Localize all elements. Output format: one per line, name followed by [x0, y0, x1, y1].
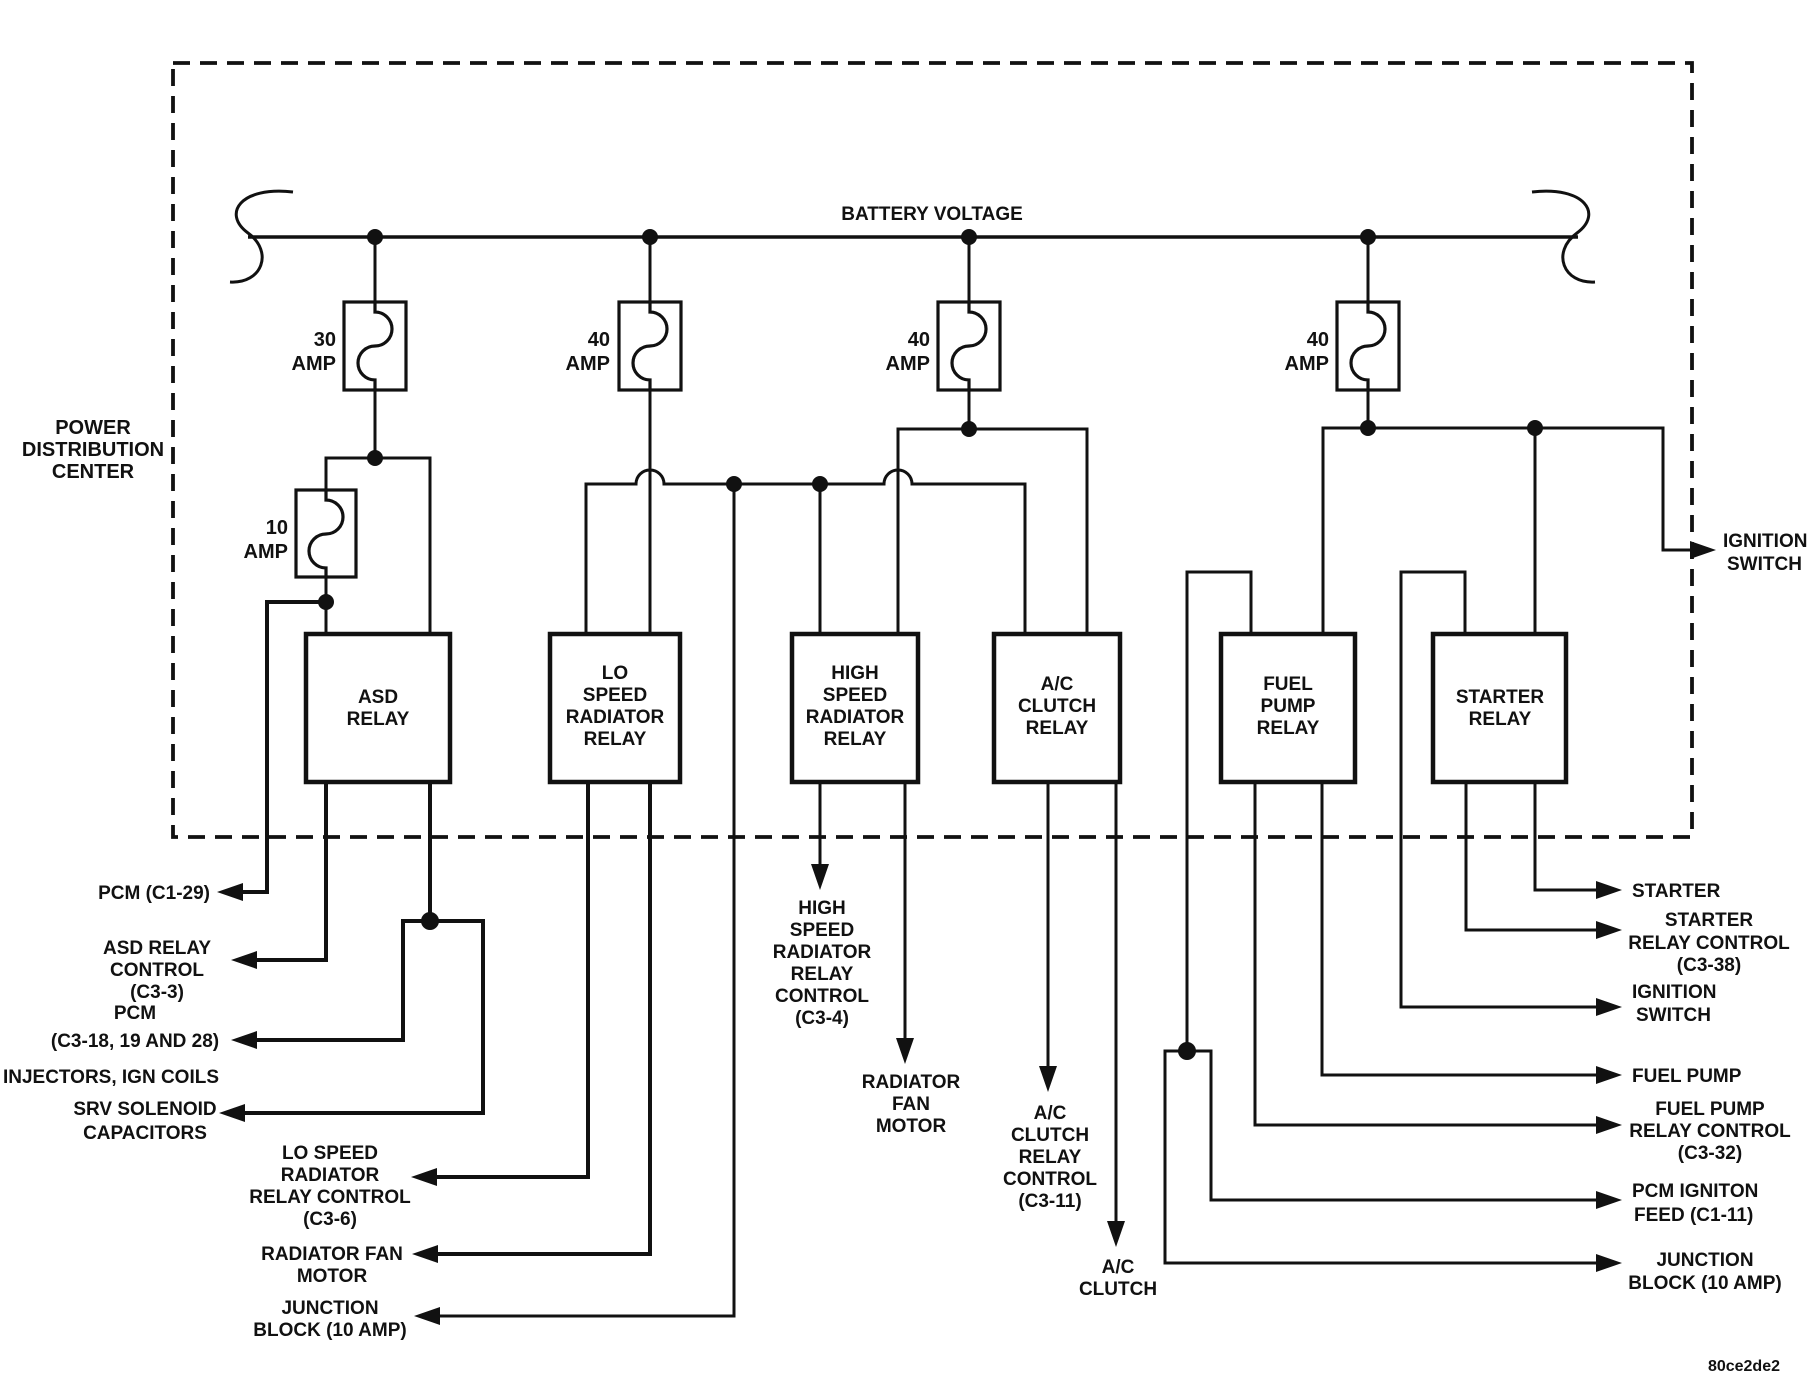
label-lo-speed-control-2: RADIATOR	[280, 1165, 380, 1186]
label-fuel-pump-control-2: RELAY CONTROL	[1629, 1121, 1791, 1142]
label-ac-control-5: (C3-11)	[1018, 1191, 1082, 1212]
pdc-label-line1: POWER	[55, 417, 131, 439]
label-starter-control-2: RELAY CONTROL	[1628, 933, 1790, 954]
label-lo-speed-control-3: RELAY CONTROL	[249, 1187, 411, 1208]
wire-asd-to-relay-control	[245, 782, 326, 960]
junction-dot-bus-1	[367, 229, 383, 245]
wire-to-pcm-c3-18	[245, 921, 430, 1040]
arrow-junction-block-right	[1596, 1254, 1622, 1272]
high-relay-label-2: SPEED	[822, 685, 888, 706]
label-asd-relay-control-1: ASD RELAY	[102, 938, 212, 959]
label-lo-speed-control-4: (C3-6)	[303, 1209, 357, 1230]
lo-relay-label-1: LO	[601, 663, 629, 684]
label-high-speed-control-4: RELAY	[790, 964, 854, 985]
junction-dot-rail428-starter	[1527, 420, 1543, 436]
label-starter-control-1: STARTER	[1664, 910, 1754, 931]
label-fuel-pump-control-1: FUEL PUMP	[1655, 1099, 1765, 1120]
arrow-lo-speed-control	[411, 1168, 437, 1186]
asd-relay-box	[306, 634, 450, 782]
wire-to-starter-relay-control	[1466, 782, 1598, 930]
arrow-fuel-pump	[1596, 1066, 1622, 1084]
high-relay-label-4: RELAY	[823, 729, 887, 750]
label-asd-relay-control-2: CONTROL	[110, 960, 204, 981]
label-fuel-pump-control-3: (C3-32)	[1677, 1143, 1743, 1164]
arrow-ac-clutch-control	[1039, 1066, 1057, 1092]
label-radiator-fan-left-1: RADIATOR FAN	[261, 1244, 403, 1265]
starter-relay-label-1: STARTER	[1455, 687, 1545, 708]
arrow-radiator-fan-left	[412, 1245, 438, 1263]
starter-relay-box	[1433, 634, 1566, 782]
diagram-code: 80ce2de2	[1707, 1358, 1780, 1375]
label-high-speed-control-2: SPEED	[789, 920, 855, 941]
junction-dot-rail483-jb	[726, 476, 742, 492]
arrow-asd-relay-control	[231, 951, 257, 969]
arrow-junction-block-left	[414, 1307, 440, 1325]
label-srv-solenoid-1: SRV SOLENOID	[73, 1099, 217, 1120]
junction-dot-fuse10-out	[318, 594, 334, 610]
starter-relay-label-2: RELAY	[1468, 709, 1532, 730]
fuse-10a-rating: 10	[265, 517, 288, 539]
lo-relay-label-2: SPEED	[582, 685, 648, 706]
ac-relay-label-2: CLUTCH	[1017, 696, 1097, 717]
ac-relay-label-3: RELAY	[1025, 718, 1089, 739]
wire-rail-429	[898, 429, 1087, 634]
label-pcm-ignition-feed-2: FEED (C1-11)	[1634, 1205, 1754, 1226]
label-ac-clutch-2: CLUTCH	[1078, 1279, 1158, 1300]
wire-to-radiator-fan-left	[426, 782, 650, 1254]
label-radiator-fan-mid-1: RADIATOR	[861, 1072, 961, 1093]
label-radiator-fan-mid-3: MOTOR	[875, 1116, 947, 1137]
label-ac-control-1: A/C	[1033, 1103, 1067, 1124]
label-ac-control-2: CLUTCH	[1010, 1125, 1090, 1146]
junction-dot-rail483-high	[812, 476, 828, 492]
junction-dot-bus-3	[961, 229, 977, 245]
wire-to-junction-block-left	[428, 484, 734, 1316]
wire-to-srv-solenoid	[233, 921, 483, 1113]
label-lo-speed-control-1: LO SPEED	[281, 1143, 379, 1164]
junction-dot-bus-2	[642, 229, 658, 245]
asd-relay-label-2: RELAY	[346, 709, 410, 730]
fuse-40a-2-unit: AMP	[885, 353, 930, 375]
fuse-10a-unit: AMP	[243, 541, 288, 563]
label-ac-control-4: CONTROL	[1003, 1169, 1097, 1190]
label-junction-block-left-1: JUNCTION	[281, 1298, 379, 1319]
arrow-ac-clutch	[1107, 1221, 1125, 1247]
label-high-speed-control-5: CONTROL	[775, 986, 869, 1007]
label-junction-block-right-2: BLOCK (10 AMP)	[1628, 1273, 1782, 1294]
label-radiator-fan-left-2: MOTOR	[296, 1266, 368, 1287]
arrow-ignition-switch-bottom	[1596, 998, 1622, 1016]
label-pcm-c1-29: PCM (C1-29)	[98, 883, 210, 904]
label-high-speed-control-3: RADIATOR	[772, 942, 872, 963]
label-pcm-ignition-feed-1: PCM IGNITON	[1632, 1181, 1759, 1202]
label-fuel-pump: FUEL PUMP	[1632, 1066, 1742, 1087]
fuse-40a-1-rating: 40	[587, 329, 610, 351]
arrow-ignition-switch-top	[1690, 541, 1716, 559]
label-starter: STARTER	[1632, 881, 1721, 902]
arrow-pcm-c1-29	[217, 883, 243, 901]
fuse-40a-2-rating: 40	[907, 329, 930, 351]
junction-dot-asd-fanout	[421, 912, 439, 930]
label-injectors-ign-coils: INJECTORS, IGN COILS	[2, 1067, 220, 1088]
fuse-40a-1-unit: AMP	[565, 353, 610, 375]
label-pcm-c3-18-2: (C3-18, 19 AND 28)	[50, 1031, 220, 1052]
arrow-starter-relay-control	[1596, 921, 1622, 939]
lo-relay-label-4: RELAY	[583, 729, 647, 750]
fuse-40a-3-rating: 40	[1306, 329, 1329, 351]
arrow-high-speed-control	[811, 864, 829, 890]
wire-rail-483	[586, 470, 1025, 634]
arrow-srv-solenoid	[219, 1104, 245, 1122]
junction-dot-rail428-fuse	[1360, 420, 1376, 436]
junction-dot-rail429-fuse	[961, 421, 977, 437]
arrow-pcm-ignition-feed	[1596, 1191, 1622, 1209]
fuse-40a-3-unit: AMP	[1284, 353, 1329, 375]
label-high-speed-control-6: (C3-4)	[795, 1008, 849, 1029]
wire-to-lo-speed-control	[425, 782, 588, 1177]
asd-relay-label-1: ASD	[357, 687, 399, 708]
high-relay-label-3: RADIATOR	[805, 707, 905, 728]
pdc-label-line2: DISTRIBUTION	[21, 439, 165, 461]
label-srv-solenoid-2: CAPACITORS	[83, 1123, 207, 1144]
label-asd-relay-control-3: (C3-3)	[130, 982, 184, 1003]
label-ignition-switch-bottom-2: SWITCH	[1636, 1005, 1711, 1026]
fp-relay-label-1: FUEL	[1263, 674, 1313, 695]
label-junction-block-left-2: BLOCK (10 AMP)	[253, 1320, 407, 1341]
junction-dot-fuse30-out	[367, 450, 383, 466]
wire-rail-428-to-ignition-switch	[1323, 428, 1692, 634]
pdc-label-line3: CENTER	[51, 461, 135, 483]
label-pcm-c3-18-1: PCM	[113, 1003, 157, 1024]
label-ignition-switch-bottom-1: IGNITION	[1632, 982, 1717, 1003]
label-junction-block-right-1: JUNCTION	[1656, 1250, 1754, 1271]
fp-relay-label-3: RELAY	[1256, 718, 1320, 739]
ignition-switch-top-label-2: SWITCH	[1727, 554, 1802, 575]
junction-dot-bus-4	[1360, 229, 1376, 245]
fuse-30a-unit: AMP	[291, 353, 336, 375]
label-radiator-fan-mid-2: FAN	[892, 1094, 930, 1115]
arrow-pcm-c3-18	[231, 1031, 257, 1049]
label-high-speed-control-1: HIGH	[798, 898, 846, 919]
label-ac-clutch-1: A/C	[1101, 1257, 1135, 1278]
ac-relay-label-1: A/C	[1040, 674, 1074, 695]
junction-dot-fuel-pump-feed-split	[1178, 1042, 1196, 1060]
label-starter-control-3: (C3-38)	[1676, 955, 1742, 976]
fp-relay-label-2: PUMP	[1260, 696, 1316, 717]
wire-to-junction-block-right	[1165, 1051, 1598, 1263]
arrow-fuel-pump-relay-control	[1596, 1116, 1622, 1134]
ignition-switch-top-label-1: IGNITION	[1723, 531, 1808, 552]
label-ac-control-3: RELAY	[1018, 1147, 1082, 1168]
fuse-30a-rating: 30	[313, 329, 336, 351]
battery-voltage-label: BATTERY VOLTAGE	[841, 204, 1023, 225]
lo-relay-label-3: RADIATOR	[565, 707, 665, 728]
arrow-radiator-fan-mid	[896, 1038, 914, 1064]
arrow-starter	[1596, 881, 1622, 899]
high-relay-label-1: HIGH	[831, 663, 879, 684]
